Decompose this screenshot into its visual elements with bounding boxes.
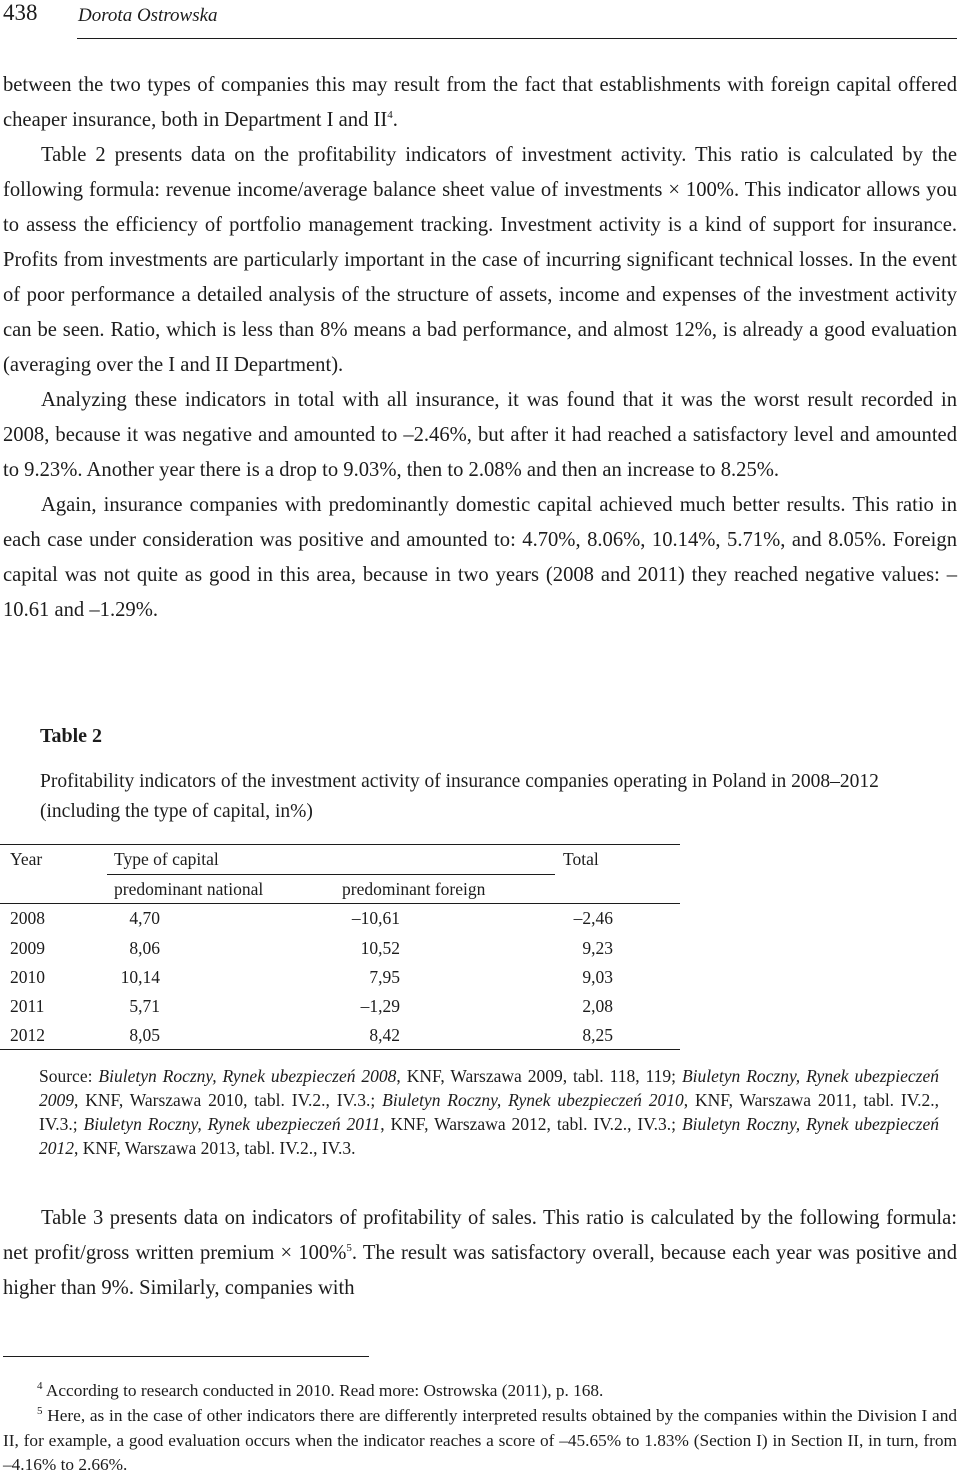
cell-total: 9,03 [582, 967, 613, 987]
paragraph-2: Table 2 presents data on the profitability indicators of investment activity. This ratio is calculated by the following formula: revenue income/average balance sheet value of investments × 100%. This indicator allows you to assess the efficiency of portfolio management tracking. Investment activity is a kind of support for insurance. Profits from investments are particularly important in the case of incurring significant technical losses. In the event of poor performance a detailed analysis of the structure of assets, income and expenses of the investment activity can be seen. Ratio, which is less than 8% means a bad performance, and almost 12%, is already a good evaluation (averaging over the I and II Department). [3, 144, 957, 376]
paragraph-3: Analyzing these indicators in total with all insurance, it was found that it was the worst result recorded in 2008, because it was negative and amounted to –2.46%, but after it had reached a satisfactory level and amounted to 9.23%. Another year there is a drop to 9.03%, then to 2.08% and then an increase to 8.25%. [3, 389, 957, 481]
cell-national: 4,70 [129, 908, 160, 928]
footnote-5: $^5$ Here, as in the case of other indicators there are differently interpreted results obtained by the companies within the Division I and II, for example, a good evaluation occurs when the indicator reaches a score of –45.65% to 1.83% (Section I) in Section II, in turn, from –4.16% to 2.66%. [3, 1405, 957, 1474]
cell-national: 8,05 [129, 1025, 160, 1045]
cell-foreign: –10,61 [351, 908, 400, 928]
body-text-before-table [3, 68, 957, 628]
paragraph-1: between the two types of companies this may result from the fact that establishments with foreign capital offered cheaper insurance, both in Department I and $II^4$. [3, 74, 957, 131]
cell-year: 2009 [10, 938, 45, 958]
paragraph-5: Table 3 presents data on indicators of profitability of sales. This ratio is calculated by the following formula: net profit/gross written premium × 100%$^5$. The result was satisfactory overall, because each year was positive and higher than 9%. Similarly, companies with [3, 1207, 958, 1299]
cell-year: 2010 [10, 967, 45, 987]
header-foreign: predominant foreign [342, 879, 486, 899]
page-number: 438 [3, 0, 38, 25]
header-rule [77, 38, 957, 39]
table-header-bottom-rule [0, 903, 680, 904]
cell-year: 2011 [10, 996, 45, 1016]
footnote-ref-5[interactable]: 5 [346, 1242, 352, 1255]
header-year: Year [10, 849, 43, 869]
table-source-note: Source: Biuletyn Roczny, Rynek ubezpieczeń 2008, KNF, Warszawa 2009, tabl. 118, 119; Biuletyn Roczny, Rynek ubezpieczeń 2009, KNF, Warszawa 2010, tabl. IV.2., IV.3.; Biuletyn Roczny, Rynek ubezpieczeń 2010, KNF, Warszawa 2011, tabl. IV.2., IV.3.; Biuletyn Roczny, Rynek ubezpieczeń 2011, KNF, Warszawa 2012, tabl. IV.2., IV.3.; Biuletyn Roczny, Rynek ubezpieczeń 2012, KNF, Warszawa 2013, tabl. IV.2., IV.3. [39, 1066, 940, 1158]
running-author: Dorota Ostrowska [78, 5, 218, 26]
cell-national: 8,06 [129, 938, 160, 958]
header-type-of-capital: Type of capital [114, 849, 219, 869]
table-bottom-rule [0, 1049, 680, 1050]
cell-total: 2,08 [582, 996, 613, 1016]
header-total: Total [563, 849, 599, 869]
cell-foreign: 8,42 [369, 1025, 400, 1045]
cell-foreign: 10,52 [360, 938, 400, 958]
cell-foreign: –1,29 [360, 996, 400, 1016]
table-header-rule [107, 874, 555, 875]
cell-national: 10,14 [120, 967, 160, 987]
footnote-rule [3, 1356, 369, 1357]
cell-foreign: 7,95 [369, 967, 400, 987]
table-number: Table 2 [40, 725, 103, 747]
cell-year: 2012 [10, 1025, 45, 1045]
body-text-after-table [3, 1201, 957, 1306]
running-header [0, 0, 960, 42]
cell-total: –2,46 [573, 908, 613, 928]
footnote-4: $^4$ According to research conducted in 2010. Read more: Ostrowska (2011), p. 168. [37, 1380, 604, 1400]
footnote-number: 4 [37, 1380, 43, 1393]
paragraph-4: Again, insurance companies with predominantly domestic capital achieved much better results. This ratio in each case under consideration was positive and amounted to: 4.70%, 8.06%, 10.14%, 5.71%, and 8.05%. Foreign capital was not quite as good in this area, because in two years (2008 and 2011) they reached negative values: –10.61 and –1.29%. [3, 494, 957, 621]
table-title: Profitability indicators of the investment activity of insurance companies operating in Poland in 2008–2012 (including the type of capital, in%) [40, 771, 879, 822]
header-national: predominant national [114, 879, 264, 899]
footnote-number: 5 [37, 1405, 43, 1418]
footnote-ref-4[interactable]: 4 [387, 109, 393, 122]
cell-total: 9,23 [582, 938, 613, 958]
table-top-rule [0, 844, 680, 845]
cell-total: 8,25 [582, 1025, 613, 1045]
cell-year: 2008 [10, 908, 45, 928]
cell-national: 5,71 [129, 996, 160, 1016]
